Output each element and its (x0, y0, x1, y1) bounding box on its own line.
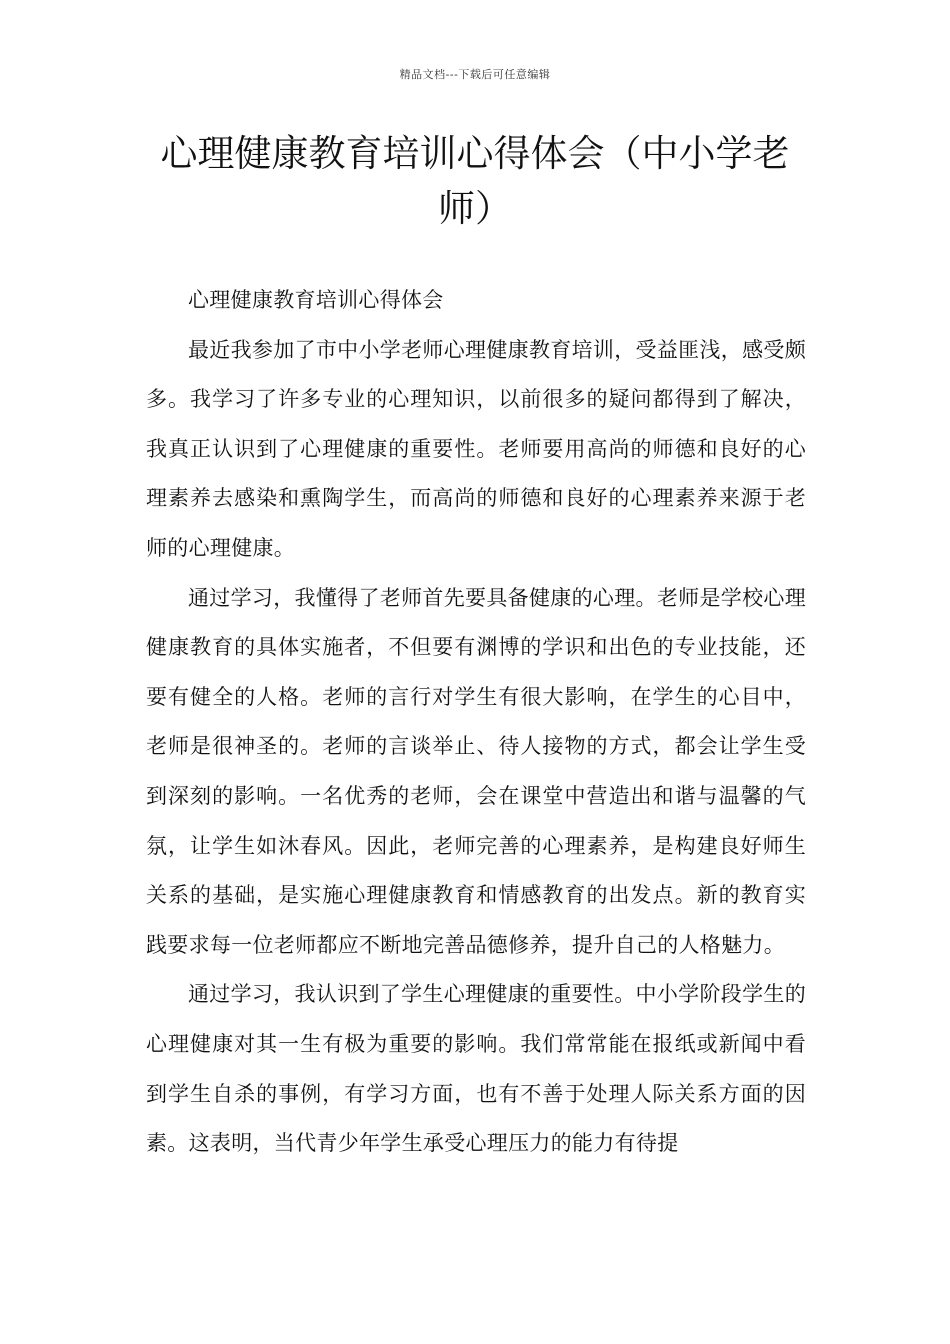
paragraph-1: 最近我参加了市中小学老师心理健康教育培训，受益匪浅，感受颇多。我学习了许多专业的心理知识，以前很多的疑问都得到了解决，我真正认识到了心理健康的重要性。老师要用高尚的师德和良好的心理素养去感染和熏陶学生，而高尚的师德和良好的心理素养来源于老师的心理健康。 (146, 337, 806, 560)
header-note: 精品文档---下载后可任意编辑 (399, 68, 551, 81)
paragraph-subtitle: 心理健康教育培训心得体会 (188, 288, 444, 312)
paragraph-2: 通过学习，我懂得了老师首先要具备健康的心理。老师是学校心理健康教育的具体实施者，不但要有渊博的学识和出色的专业技能，还要有健全的人格。老师的言行对学生有很大影响，在学生的心目中，老师是很神圣的。老师的言谈举止、待人接物的方式，都会让学生受到深刻的影响。一名优秀的老师，会在课堂中营造出和谐与温馨的气氛，让学生如沐春风。因此，老师完善的心理素养，是构建良好师生关系的基础，是实施心理健康教育和情感教育的出发点。新的教育实践要求每一位老师都应不断地完善品德修养，提升自己的人格魅力。 (146, 585, 806, 957)
paragraph-3: 通过学习，我认识到了学生心理健康的重要性。中小学阶段学生的心理健康对其一生有极为重要的影响。我们常常能在报纸或新闻中看到学生自杀的事例，有学习方面，也有不善于处理人际关系方面的因素。这表明，当代青少年学生承受心理压力的能力有待提 (146, 982, 806, 1156)
document-body (146, 276, 806, 1169)
document-title: 心理健康教育培训心得体会（中小学老师） (160, 132, 790, 230)
